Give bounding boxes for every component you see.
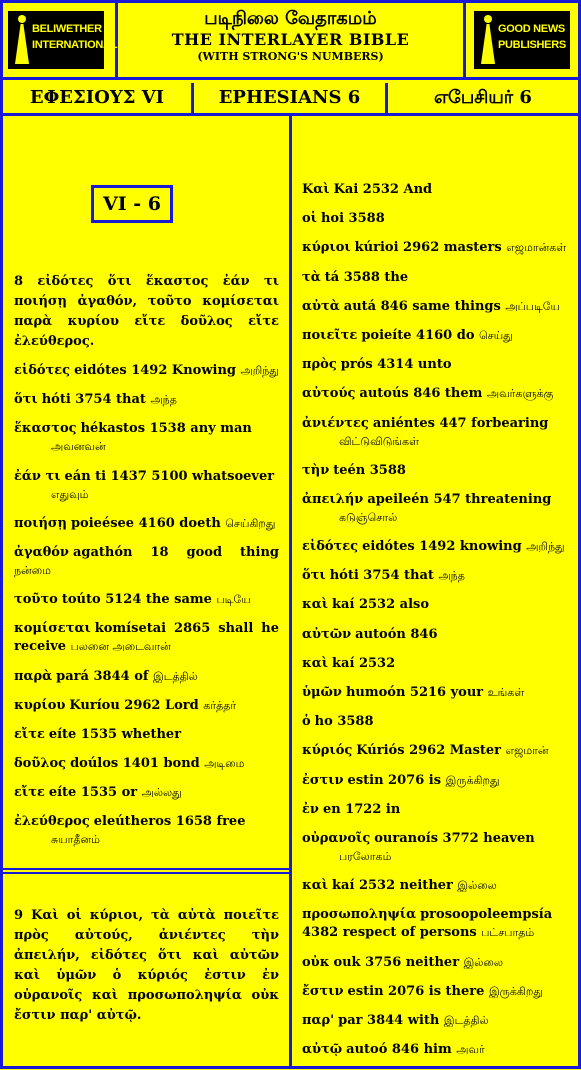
tamil-gloss: அந்த xyxy=(438,569,465,583)
tamil-gloss: அல்லது xyxy=(141,786,182,800)
word-entry xyxy=(302,906,568,942)
transliteration: pará 3844 of xyxy=(56,668,149,684)
greek-word: αὐτῷ xyxy=(302,1042,343,1058)
greek-word: παρὰ xyxy=(14,668,53,684)
word-entry xyxy=(302,713,568,731)
tamil-gloss: அந்த xyxy=(150,393,177,407)
header xyxy=(0,0,581,80)
greek-word: καὶ xyxy=(302,878,329,894)
greek-word: ἔστιν xyxy=(302,983,344,999)
transliteration: estin 2076 is xyxy=(347,772,442,788)
logo-left-line1: BELIWETHER xyxy=(32,23,102,35)
transliteration: autoús 846 them xyxy=(359,386,483,402)
logo-right-line2: PUBLISHERS xyxy=(498,39,566,51)
greek-word: ἀγαθόν xyxy=(14,544,69,560)
logo-left-line2: INTERNATIONAL xyxy=(32,39,118,51)
greek-word: ὅτι xyxy=(302,568,326,584)
greek-word: αὐτῶν xyxy=(302,626,352,642)
tamil-gloss: இருக்கிறது xyxy=(488,984,543,998)
page-subtitle: (WITH STRONG'S NUMBERS) xyxy=(197,50,384,63)
chapter-label: VI - 6 xyxy=(91,185,173,223)
transliteration: estin 2076 is there xyxy=(347,983,485,999)
transliteration: hóti 3754 that xyxy=(41,392,146,408)
word-entry xyxy=(14,391,279,409)
greek-word: ὑμῶν xyxy=(302,685,342,700)
transliteration: aniéntes 447 forbearing xyxy=(372,415,549,431)
figure-icon xyxy=(478,15,498,65)
verse-separator xyxy=(3,868,289,874)
greek-word: κομίσεται xyxy=(14,621,91,637)
tamil-gloss: அறிந்து xyxy=(526,540,565,554)
tamil-gloss: விட்டுவிடுங்கள் xyxy=(339,434,420,448)
tamil-gloss: இடத்தில் xyxy=(153,669,198,683)
tamil-gloss: இல்லை xyxy=(457,879,497,893)
greek-word: κύριός xyxy=(302,743,353,759)
greek-word: οὐρανοῖς xyxy=(302,830,371,846)
transliteration: Kai 2532 And xyxy=(333,182,433,197)
greek-word: ἐάν τι xyxy=(14,468,61,484)
greek-word: ἐστιν xyxy=(302,772,344,788)
book-tamil: எபேசியர் 6 xyxy=(434,87,532,108)
tamil-gloss: இல்லை xyxy=(463,955,503,969)
book-english: EPHESIANS 6 xyxy=(194,83,388,113)
word-entry xyxy=(14,362,279,380)
word-entry xyxy=(302,385,568,403)
transliteration: autoón 846 xyxy=(355,626,438,642)
tamil-gloss: அடிமை xyxy=(204,757,245,771)
transliteration: autoó 846 him xyxy=(346,1042,452,1058)
title-tamil: படிநிலை வேதாகமம் xyxy=(204,8,377,29)
greek-word: ἐλεύθερος xyxy=(14,814,90,830)
logo-right-line1: GOOD NEWS xyxy=(498,23,565,35)
greek-word: ἀπειλήν xyxy=(302,491,364,507)
greek-word: ὅτι xyxy=(14,392,38,408)
word-entry xyxy=(302,567,568,585)
word-entry xyxy=(302,491,568,527)
greek-word: τὴν xyxy=(302,462,330,478)
transliteration: apeileén 547 threatening xyxy=(367,491,552,507)
greek-word: εἰδότες xyxy=(302,539,359,555)
greek-word: προσωποληψία xyxy=(302,907,417,923)
word-entry xyxy=(302,239,568,257)
greek-word: εἰδότες xyxy=(14,363,71,378)
word-entry xyxy=(14,813,279,849)
word-entry xyxy=(14,468,279,504)
tamil-gloss: நன்மை xyxy=(14,563,51,577)
tamil-gloss: படியே xyxy=(216,593,251,607)
verse-9-text: 9 Καὶ οἱ κύριοι, τὰ αὐτὰ ποιεῖτε πρὸς αὐτούς, ἀνιέντες τὴν ἀπειλήν, εἰδότες ὅτι καὶ αὐτῶν καὶ ὑμῶν ὁ κύριός ἐστιν ἐν οὐρανοῖς καὶ προσωποληψία οὐκ ἔστιν παρ' αὐτῷ. xyxy=(14,908,279,1023)
word-entry xyxy=(302,742,568,760)
greek-word: αὐτὰ xyxy=(302,298,340,314)
greek-word: ἐν xyxy=(302,801,319,817)
greek-word: ἕκαστος xyxy=(14,421,77,437)
tamil-gloss: இடத்தில் xyxy=(443,1013,489,1027)
word-entry xyxy=(302,356,568,374)
greek-word: οἱ xyxy=(302,211,317,227)
left-column xyxy=(3,116,289,1066)
transliteration: eleútheros 1658 free xyxy=(93,814,246,830)
tamil-gloss: கர்த்தர் xyxy=(203,698,237,712)
tamil-gloss: பட்சபாதம் xyxy=(481,926,535,940)
logo-left xyxy=(0,3,118,77)
tamil-gloss: எஜமான்கள் xyxy=(506,241,567,255)
greek-word: εἴτε xyxy=(14,785,45,801)
word-entry xyxy=(302,1012,568,1030)
transliteration: eidótes 1492 knowing xyxy=(362,539,522,555)
tamil-gloss: அவர் xyxy=(456,1043,485,1057)
word-entry xyxy=(14,591,279,609)
transliteration: ho 3588 xyxy=(314,714,374,730)
transliteration: ouk 3756 neither xyxy=(333,954,460,970)
tamil-gloss: செய்து xyxy=(479,328,513,342)
title-box xyxy=(118,3,463,77)
greek-word: κύριοι xyxy=(302,240,351,256)
word-entry xyxy=(302,415,568,451)
transliteration: prós 4314 unto xyxy=(340,357,452,373)
logo-right xyxy=(463,3,581,77)
transliteration: toúto 5124 the same xyxy=(61,592,212,608)
transliteration: Kúriós 2962 Master xyxy=(356,743,502,759)
transliteration: kaí 2532 neither xyxy=(332,878,453,894)
word-entry xyxy=(302,181,568,199)
transliteration: par 3844 with xyxy=(338,1012,440,1028)
word-entry xyxy=(302,877,568,895)
transliteration: kúrioi 2962 masters xyxy=(354,240,502,256)
good-news-logo xyxy=(474,11,570,69)
word-entry xyxy=(14,544,279,580)
transliteration: kaí 2532 also xyxy=(332,597,430,613)
verse-8-text: 8 εἰδότες ὅτι ἕκαστος ἐάν τι ποιήσῃ ἀγαθόν, τοῦτο κομίσεται παρὰ κυρίου εἴτε δοῦλος εἴτε ἐλεύθερος. xyxy=(14,274,279,349)
greek-word: κυρίου xyxy=(14,697,66,713)
transliteration: ouranoís 3772 heaven xyxy=(374,830,535,846)
greek-word: τὰ xyxy=(302,269,321,285)
word-entry xyxy=(14,620,279,656)
transliteration: hoi 3588 xyxy=(320,211,385,227)
word-entry xyxy=(302,772,568,790)
word-entry xyxy=(302,626,568,644)
word-entry xyxy=(302,830,568,866)
figure-icon xyxy=(12,15,32,65)
tamil-gloss: கடுஞ்சொல் xyxy=(339,510,398,524)
transliteration: prosoopoleempsía 4382 respect of persons xyxy=(302,907,553,941)
word-entry xyxy=(302,954,568,972)
greek-word: ὁ xyxy=(302,714,311,730)
greek-word: εἴτε xyxy=(14,726,45,742)
transliteration: tá 3588 the xyxy=(324,269,409,285)
word-entry xyxy=(14,515,279,533)
tamil-gloss: செய்கிறது xyxy=(225,516,276,530)
word-entry xyxy=(14,668,279,686)
right-word-list xyxy=(302,181,568,1070)
word-entry xyxy=(302,269,568,287)
transliteration: doúlos 1401 bond xyxy=(70,756,200,772)
transliteration: autá 846 same things xyxy=(343,298,501,314)
tamil-gloss: இருக்கிறது xyxy=(445,773,500,787)
tamil-gloss: பரலோகம் xyxy=(339,849,392,863)
greek-word: δοῦλος xyxy=(14,756,67,772)
transliteration: eíte 1535 whether xyxy=(48,726,182,742)
word-entry xyxy=(302,983,568,1001)
transliteration: eán ti 1437 5100 whatsoever xyxy=(64,468,275,484)
tamil-gloss: உங்கள் xyxy=(487,686,525,699)
word-entry xyxy=(14,784,279,802)
transliteration: teén 3588 xyxy=(333,462,406,478)
book-greek: ΕΦΕΣΙΟΥΣ VI xyxy=(3,83,194,113)
word-entry xyxy=(14,697,279,715)
word-entry xyxy=(302,538,568,556)
transliteration: eidótes 1492 Knowing xyxy=(74,363,236,378)
word-entry xyxy=(302,462,568,480)
greek-word: παρ' xyxy=(302,1012,335,1028)
greek-word: τοῦτο xyxy=(14,592,58,608)
tamil-gloss: எதுவும் xyxy=(51,487,89,501)
tamil-gloss: அறிந்து xyxy=(240,364,279,377)
bellwether-logo xyxy=(8,11,118,69)
tamil-gloss: அப்படியே xyxy=(505,299,560,313)
transliteration: poieíte 4160 do xyxy=(361,327,475,343)
word-entry xyxy=(302,327,568,345)
greek-word: καὶ xyxy=(302,655,329,671)
word-entry xyxy=(302,298,568,316)
divider xyxy=(0,77,581,80)
transliteration: poieésee 4160 doeth xyxy=(70,515,221,531)
greek-word: πρὸς xyxy=(302,357,337,373)
greek-word: καὶ xyxy=(302,597,329,613)
greek-word: ποιήσῃ xyxy=(14,515,67,531)
word-entry xyxy=(302,210,568,228)
word-entry xyxy=(302,655,568,673)
page-title: THE INTERLAYER BIBLE xyxy=(171,30,410,49)
greek-word: ἀνιέντες xyxy=(302,415,369,431)
transliteration: hékastos 1538 any man xyxy=(80,421,252,437)
tamil-gloss: பலனை அடைவான் xyxy=(70,640,171,654)
transliteration: eíte 1535 or xyxy=(48,785,138,801)
tamil-gloss: அவனவன் xyxy=(51,440,106,454)
greek-word: αὐτούς xyxy=(302,386,356,402)
transliteration: hóti 3754 that xyxy=(329,568,434,584)
transliteration: humoón 5216 your xyxy=(345,685,484,700)
left-word-list xyxy=(14,362,279,861)
transliteration: en 1722 in xyxy=(322,801,401,817)
word-entry xyxy=(14,755,279,773)
greek-word: Καὶ xyxy=(302,182,330,197)
word-entry xyxy=(302,684,568,702)
tamil-gloss: சுயாதீனம் xyxy=(51,833,101,847)
transliteration: Kuríou 2962 Lord xyxy=(69,697,199,713)
word-entry xyxy=(14,420,279,456)
word-entry xyxy=(302,801,568,819)
column-divider xyxy=(289,116,292,1066)
word-entry xyxy=(14,726,279,744)
word-entry xyxy=(302,1041,568,1059)
transliteration: kaí 2532 xyxy=(332,655,396,671)
tamil-gloss: எஜமான் xyxy=(505,744,549,758)
tamil-gloss: அவர்களுக்கு xyxy=(486,387,554,401)
word-entry xyxy=(302,596,568,614)
transliteration: agathón 18 good thing xyxy=(72,544,279,560)
greek-word: οὐκ xyxy=(302,954,330,970)
transliteration: komísetai 2865 shall he receive xyxy=(14,621,279,655)
greek-word: ποιεῖτε xyxy=(302,327,358,343)
